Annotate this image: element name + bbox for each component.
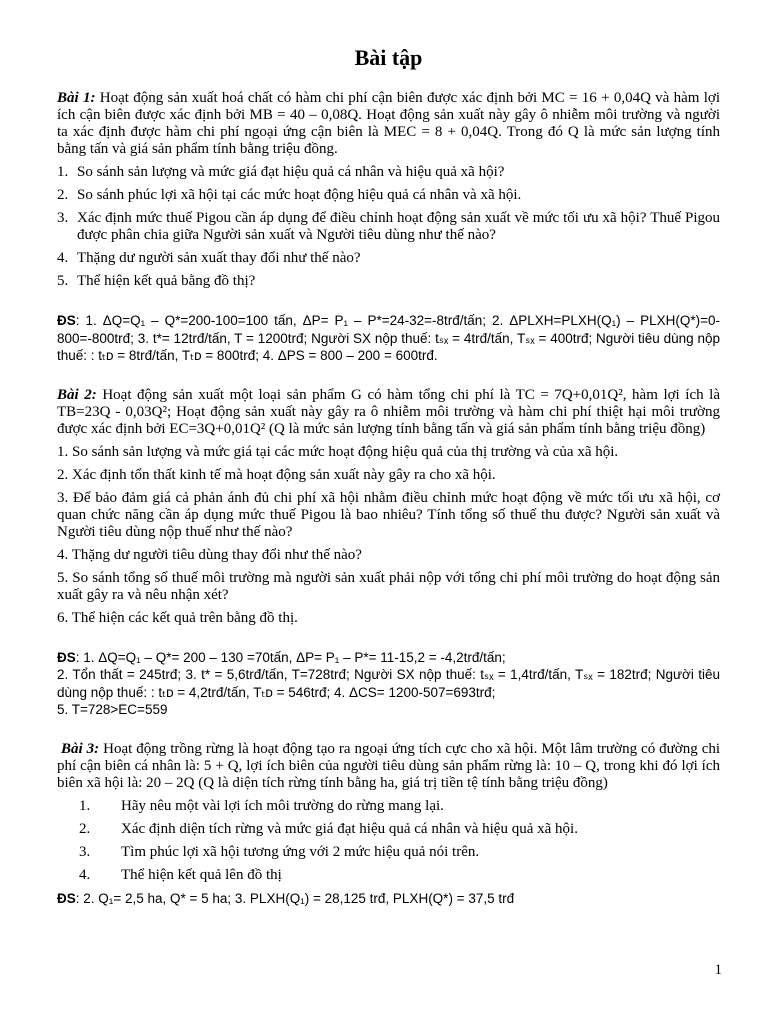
exercise-2-question: 5. So sánh tổng số thuế môi trường mà người sản xuất phải nộp với tổng chi phí môi trường do hoạt động sản xuất gây ra và nêu nhận xét?	[57, 569, 720, 603]
exercise-1-question	[57, 164, 720, 181]
question-text: Hãy nêu một vài lợi ích môi trường do rừng mang lại.	[121, 797, 444, 814]
question-number: 3.	[79, 843, 91, 860]
exercise-2-intro	[57, 387, 720, 438]
exercise-3-label: Bài 3:	[60, 740, 100, 757]
exercise-1-answer	[57, 312, 720, 365]
exercise-1-text: Hoạt động sản xuất hoá chất có hàm chi phí cận biên được xác định bởi MC = 16 + 0,04Q và hàm lợi ích cận biên được xác định bởi MB = 40 – 0,08Q. Hoạt động sản xuất này gây ô nhiễm môi trường và người ta xác định được hàm chi phí ngoại ứng cận biên là MEC = 8 + 0,04Q. Trong đó Q là mức sản lượng tính bằng tấn và giá sản phẩm tính bằng triệu đồng.	[57, 90, 721, 157]
exercise-3-text: Hoạt động trồng rừng là hoạt động tạo ra ngoại ứng tích cực cho xã hội. Một lâm trường có đường chi phí cận biên cá nhân là: 5 + Q, lợi ích biên của người tiêu dùng sản phẩm rừng là: 10 – Q, trong khi đó lợi ích biên xã hội là: 20 – 2Q (Q là diện tích rừng tính bằng ha, giá trị tiền tệ tính bằng triệu đồng)	[57, 740, 721, 791]
exercise-3-question	[57, 844, 720, 861]
exercise-3-answer	[57, 890, 720, 908]
question-number: 1.	[79, 797, 91, 814]
exercise-1-intro	[57, 90, 720, 158]
question-text: Thặng dư người sản xuất thay đổi như thế nào?	[77, 250, 361, 266]
exercise-2-text: Hoạt động sản xuất một loại sản phẩm G có hàm tổng chi phí là TC = 7Q+0,01Q², hàm lợi ích là TB=23Q - 0,03Q²; Hoạt động sản xuất này gây ra ô nhiễm môi trường và hàm chi phí thiệt hại môi trường được xác định bởi EC=3Q+0,01Q² (Q là mức sản lượng tính bằng tấn và giá sản phẩm tính bằng triệu đồng)	[57, 386, 721, 437]
exercise-3-question	[57, 867, 720, 884]
exercise-2-question: 1. So sánh sản lượng và mức giá tại các mức hoạt động hiệu quả của thị trường và của xã hội.	[57, 443, 619, 460]
question-text: So sánh sản lượng và mức giá đạt hiệu quả cá nhân và hiệu quả xã hội?	[77, 164, 505, 180]
exercise-3-question	[57, 821, 720, 838]
exercise-2-question: 6. Thể hiện các kết quả trên bằng đồ thị.	[57, 609, 298, 626]
exercise-1-question	[57, 273, 720, 290]
question-text: Xác định mức thuế Pigou cần áp dụng để điều chỉnh hoạt động sản xuất về mức tối ưu xã hội? Thuế Pigou được phân chia giữa Người sản xuất và Người tiêu dùng như thế nào?	[77, 210, 720, 243]
exercise-2-question: 4. Thặng dư người tiêu dùng thay đổi như thế nào?	[57, 546, 362, 563]
exercise-1-question	[57, 250, 720, 267]
question-number: 4.	[57, 250, 69, 266]
page-title: Bài tập	[354, 45, 423, 70]
exercise-2-answer-line: 5. T=728>EC=559	[57, 702, 168, 717]
answer-text: : 1. ΔQ=Q₁ – Q*=200-100=100 tấn, ΔP= P₁ – P*=24-32=-8trđ/tấn; 2. ΔPLXH=PLXH(Q₁) – PLXH(Q*)=0-800=-800trđ; 3. t*= 12trđ/tấn, T = 1200trđ; Người SX nộp thuế: tₛₓ = 4trđ/tấn, Tₛₓ = 400trđ; Người tiêu dùng nộp thuế: : tₜᴅ = 8trđ/tấn, Tₜᴅ = 800trđ; 4. ΔPS = 800 – 200 = 600trđ.	[57, 313, 720, 363]
exercise-2-answer	[57, 649, 720, 667]
question-text: Xác định diện tích rừng và mức giá đạt hiệu quả cá nhân và hiệu quả xã hội.	[121, 820, 578, 837]
question-number: 4.	[79, 866, 91, 883]
exercise-3-question	[57, 798, 720, 815]
answer-text: : 2. Q₁= 2,5 ha, Q* = 5 ha; 3. PLXH(Q₁) = 28,125 trđ, PLXH(Q*) = 37,5 trđ	[75, 890, 515, 906]
answer-label: ĐS	[57, 890, 76, 906]
answer-label: ĐS	[57, 313, 76, 328]
question-text: Tìm phúc lợi xã hội tương ứng với 2 mức hiệu quả nói trên.	[121, 843, 480, 860]
page-number: 1	[714, 962, 722, 978]
question-text: So sánh phúc lợi xã hội tại các mức hoạt động hiệu quả cá nhân và xã hội.	[77, 187, 522, 203]
answer-label: ĐS	[57, 649, 76, 665]
answer-text: : 1. ΔQ=Q₁ – Q*= 200 – 130 =70tấn, ΔP= P₁ – P*= 11-15,2 = -4,2trđ/tấn;	[75, 649, 506, 665]
exercise-2-question: 3. Để bảo đảm giá cả phản ánh đủ chi phí xã hội nhằm điều chỉnh mức hoạt động về mức tối ưu xã hội, cơ quan chức năng cần áp dụng mức thuế Pigou là bao nhiêu? Tính tổng số thuế thu được? Người sản xuất và Người tiêu dùng nộp thuế như thế nào?	[57, 489, 720, 540]
question-number: 1.	[57, 164, 69, 180]
question-text: Thể hiện kết quả lên đồ thị	[121, 866, 282, 883]
question-number: 2.	[79, 820, 91, 837]
exercise-3-intro	[57, 741, 720, 792]
exercise-1-question	[57, 187, 720, 204]
exercise-1-question	[57, 210, 720, 244]
exercise-2-label: Bài 2:	[57, 386, 97, 403]
exercise-2-answer-line: 2. Tổn thất = 245trđ; 3. t* = 5,6trđ/tấn, T=728trđ; Người SX nộp thuế: tₛₓ = 1,4trđ/tấn, Tₛₓ = 182trđ; Người tiêu dùng nộp thuế: : tₜᴅ = 4,2trđ/tấn, Tₜᴅ = 546trđ; 4. ΔCS= 1200-507=693trđ;	[57, 667, 720, 700]
question-number: 3.	[57, 210, 69, 226]
exercise-1-label: Bài 1:	[57, 90, 96, 106]
exercise-2-question: 2. Xác định tổn thất kinh tế mà hoạt động sản xuất này gây ra cho xã hội.	[57, 466, 496, 483]
question-number: 2.	[57, 187, 69, 203]
question-number: 5.	[57, 273, 69, 289]
question-text: Thể hiện kết quả bằng đồ thị?	[77, 273, 256, 289]
